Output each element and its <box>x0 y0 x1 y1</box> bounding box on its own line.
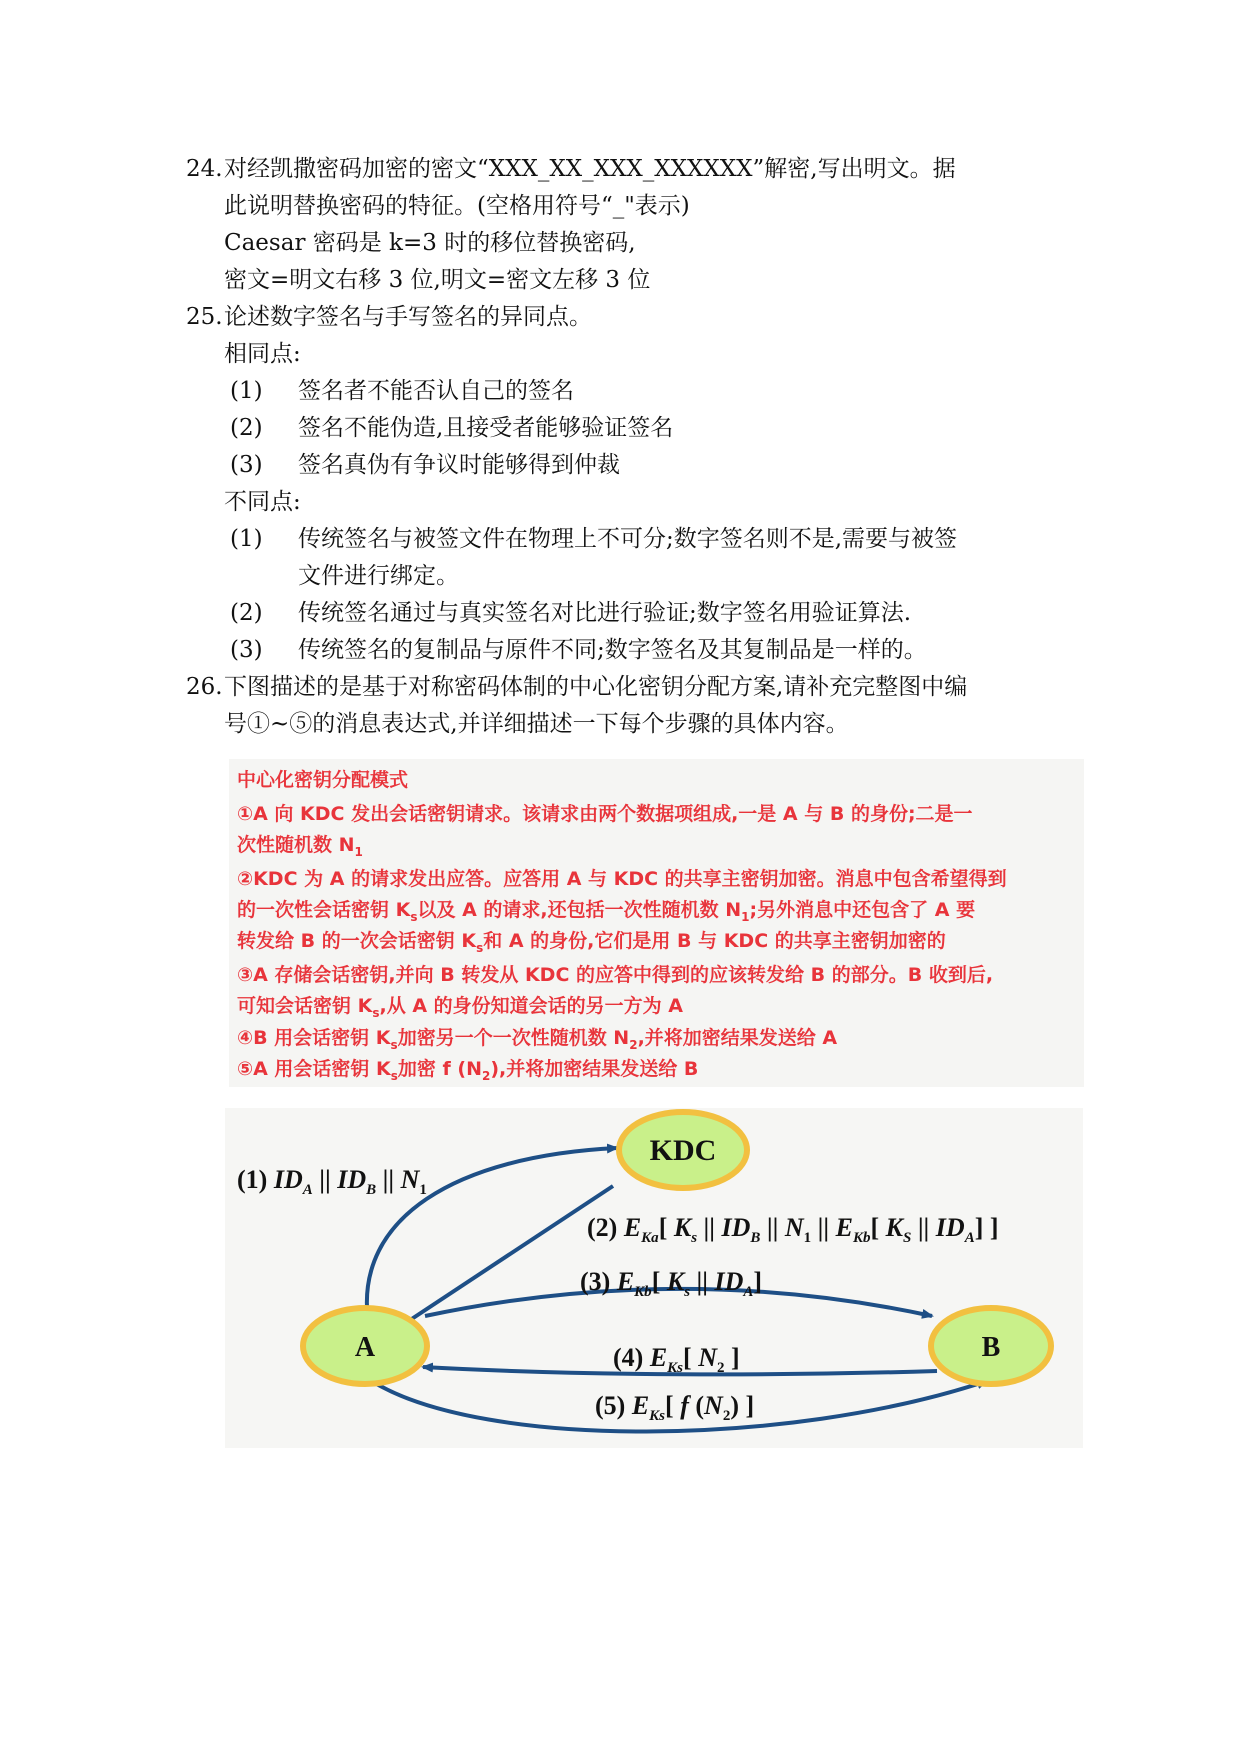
panel-step2-line2: 的一次性会话密钥 $K_s$以及 A 的请求,还包括一次性随机数 $N_1$;另外消息中还包含了 A 要 <box>237 899 976 924</box>
q24-number: 24. <box>186 156 223 182</box>
panel-step3-line2: 可知会话密钥 $K_s$,从 A 的身份知道会话的另一方为 A <box>237 995 683 1020</box>
q25-diff-item-text: 传统签名与被签文件在物理上不可分;数字签名则不是,需要与被签 <box>298 526 958 552</box>
panel-title: 中心化密钥分配模式 <box>237 769 409 791</box>
q25-diff-item-idx: (2) <box>230 600 263 626</box>
arrow-2-kdc-to-a <box>395 1186 613 1330</box>
message-5-label: (5) $E_{Ks}$[ f $(N_2)$ ] <box>595 1391 755 1424</box>
q25-same-item-text: 签名不能伪造,且接受者能够验证签名 <box>298 415 674 441</box>
kdc-label: KDC <box>649 1134 717 1167</box>
panel-step2-line3: 转发给 B 的一次会话密钥 $K_s$和 A 的身份,它们是用 B 与 KDC 的共享主密钥加密的 <box>237 930 946 955</box>
q26-question-line1: 下图描述的是基于对称密码体制的中心化密钥分配方案,请补充完整图中编 <box>224 674 968 700</box>
q24-question-line2: 此说明替换密码的特征。(空格用符号“_"表示) <box>224 193 690 219</box>
q25-same-item-idx: (2) <box>230 415 263 441</box>
diagram-svg <box>225 1108 1083 1448</box>
panel-step1-line2: 次性随机数 $N_1$ <box>237 834 363 859</box>
message-4-label: (4) $E_{Ks}$[ $N_2$ ] <box>613 1343 740 1376</box>
q24-answer-line2: 密文=明文右移 3 位,明文=密文左移 3 位 <box>224 267 651 293</box>
q25-diff-item-text: 传统签名通过与真实签名对比进行验证;数字签名用验证算法. <box>298 600 912 626</box>
q25-same-item-text: 签名真伪有争议时能够得到仲裁 <box>298 452 620 478</box>
q24-question-line1: 对经凯撒密码加密的密文“XXX_XX_XXX_XXXXXX”解密,写出明文。据 <box>224 156 956 182</box>
panel-step4: ④B 用会话密钥 $K_s$加密另一个一次性随机数 $N_2$,并将加密结果发送给 A <box>237 1027 838 1052</box>
q25-same-heading: 相同点: <box>224 341 301 367</box>
q25-diff-item-idx: (1) <box>230 526 263 552</box>
key-distribution-description-panel <box>229 759 1084 1087</box>
q25-diff-item-text-cont: 文件进行绑定。 <box>298 563 459 589</box>
q25-diff-item-idx: (3) <box>230 637 263 663</box>
q26-number: 26. <box>186 674 223 700</box>
message-1-label: (1) $ID_A$ || $ID_B$ || $N_1$ <box>237 1165 427 1198</box>
message-3-label: (3) $E_{Kb}$[ $K_s$ || $ID_A$] <box>580 1267 763 1300</box>
panel-step3-line1: ③A 存储会话密钥,并向 B 转发从 KDC 的应答中得到的应该转发给 B 的部分。B 收到后, <box>237 964 994 986</box>
q26-question-line2: 号①~⑤的消息表达式,并详细描述一下每个步骤的具体内容。 <box>224 711 849 737</box>
panel-step5: ⑤A 用会话密钥 $K_s$加密 f $(N_2)$,并将加密结果发送给 B <box>237 1058 699 1083</box>
q24-answer-line1: Caesar 密码是 k=3 时的移位替换密码, <box>224 230 636 256</box>
q25-number: 25. <box>186 304 223 330</box>
q25-question: 论述数字签名与手写签名的异同点。 <box>224 304 592 330</box>
a-label: A <box>354 1332 376 1363</box>
panel-step2-line1: ②KDC 为 A 的请求发出应答。应答用 A 与 KDC 的共享主密钥加密。消息中包含希望得到 <box>237 868 1007 890</box>
q25-same-item-text: 签名者不能否认自己的签名 <box>298 378 574 404</box>
key-distribution-diagram <box>225 1108 1083 1448</box>
b-label: B <box>981 1332 1001 1363</box>
q25-diff-item-text: 传统签名的复制品与原件不同;数字签名及其复制品是一样的。 <box>298 637 927 663</box>
panel-step1-line1: ①A 向 KDC 发出会话密钥请求。该请求由两个数据项组成,一是 A 与 B 的身份;二是一 <box>237 803 973 825</box>
q25-same-item-idx: (3) <box>230 452 263 478</box>
q25-same-item-idx: (1) <box>230 378 263 404</box>
q25-diff-heading: 不同点: <box>224 489 301 515</box>
message-2-label: (2) $E_{Ka}$[ $K_s$ || $ID_B$ || $N_1$ || $E_{Kb}$[ $K_S$ || $ID_A$] ] <box>587 1213 999 1246</box>
